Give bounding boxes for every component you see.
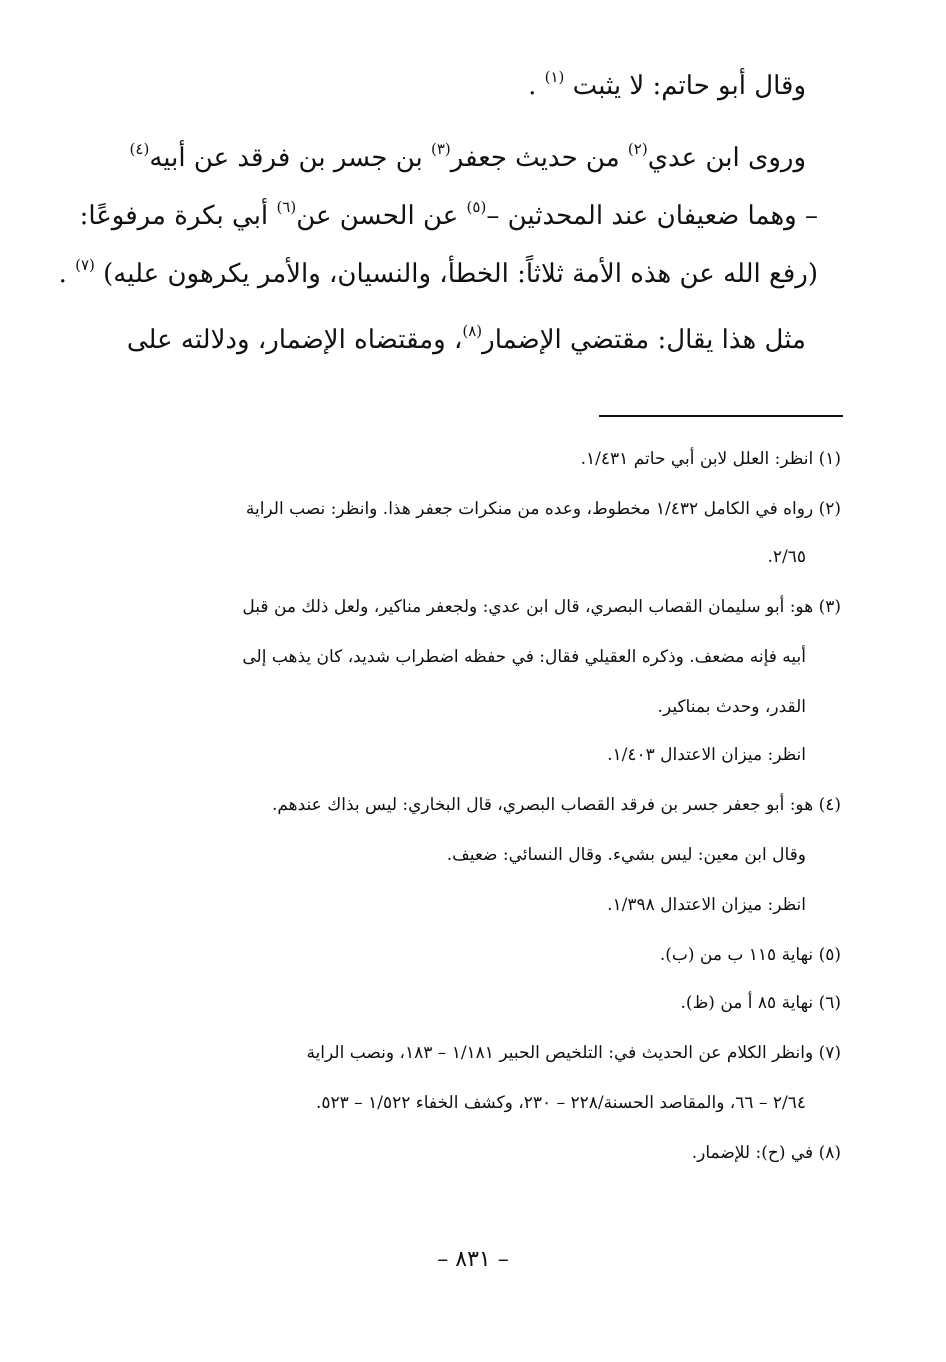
footnote-3-cont: أبيه فإنه مضعف. وذكره العقيلي فقال: في حفظه اضطراب شديد، كان يذهب إلى (242, 647, 806, 667)
footnote-separator (599, 415, 843, 417)
footnote-4: (٤) هو: أبو جعفر جسر بن فرقد القصاب البصري، قال البخاري: ليس بذاك عندهم. (271, 795, 841, 815)
body-text: . (58, 259, 67, 289)
body-line-1 (528, 70, 806, 102)
footnote-1: (١) انظر: العلل لابن أبي حاتم ١/٤٣١. (580, 449, 841, 469)
body-text: ، ومقتضاه الإضمار، ودلالته على (126, 325, 463, 355)
body-text: (رفع الله عن هذه الأمة ثلاثاً: الخطأ، والنسيان، والأمر يكرهون عليه) (103, 259, 818, 289)
footnote-ref: (٧) (75, 256, 95, 275)
body-text: مثل هذا يقال: مقتضي الإضمار (482, 325, 806, 355)
footnote-ref: (٨) (462, 322, 483, 341)
body-text: وقال أبو حاتم: لا يثبت (572, 71, 806, 101)
footnote-3-cont: القدر، وحدث بمناكير. (657, 697, 806, 717)
footnote-ref: (٣) (431, 140, 451, 159)
body-text: بن جسر بن فرقد عن أبيه (149, 143, 431, 173)
footnote-2-cont: ٢/٦٥. (767, 547, 806, 567)
footnote-ref: (٤) (129, 140, 150, 159)
body-text: وروى ابن عدي (647, 143, 806, 173)
footnote-8: (٨) في (ح): للإضمار. (691, 1143, 841, 1163)
footnote-6: (٦) نهاية ٨٥ أ من (ظ). (680, 993, 841, 1013)
footnote-ref: (٥) (466, 198, 487, 217)
footnote-7: (٧) وانظر الكلام عن الحديث في: التلخيص الحبير ١/١٨١ – ١٨٣، ونصب الراية (306, 1043, 841, 1063)
body-line-4 (59, 258, 818, 290)
body-text: من حديث جعفر (450, 143, 628, 173)
footnote-4-cont: وقال ابن معين: ليس بشيء. وقال النسائي: ضعيف. (446, 845, 806, 865)
footnote-ref: (١) (544, 68, 565, 87)
footnote-5: (٥) نهاية ١١٥ ب من (ب). (659, 945, 841, 965)
footnote-3: (٣) هو: أبو سليمان القصاب البصري، قال ابن عدي: ولجعفر مناكير، ولعل ذلك من قبل (242, 597, 841, 617)
body-line-2 (130, 142, 806, 174)
body-line-5 (127, 324, 806, 356)
footnote-ref: (٢) (627, 140, 648, 159)
page-number: – ٨٣١ – (437, 1247, 509, 1272)
body-text: . (528, 71, 537, 101)
body-text: – وهما ضعيفان عند المحدثين – (486, 201, 818, 231)
body-line-3 (80, 200, 818, 232)
footnote-7-cont: ٢/٦٤ – ٦٦، والمقاصد الحسنة/٢٢٨ – ٢٣٠، وكشف الخفاء ١/٥٢٢ – ٥٢٣. (315, 1093, 806, 1113)
footnote-ref: (٦) (276, 198, 297, 217)
footnote-2: (٢) رواه في الكامل ١/٤٣٢ مخطوط، وعده من منكرات جعفر هذا. وانظر: نصب الراية (245, 499, 841, 519)
footnote-3-cont: انظر: ميزان الاعتدال ١/٤٠٣. (607, 745, 806, 765)
body-text: عن الحسن عن (296, 201, 467, 231)
body-text: أبي بكرة مرفوعًا: (79, 201, 277, 231)
footnote-4-cont: انظر: ميزان الاعتدال ١/٣٩٨. (607, 895, 806, 915)
